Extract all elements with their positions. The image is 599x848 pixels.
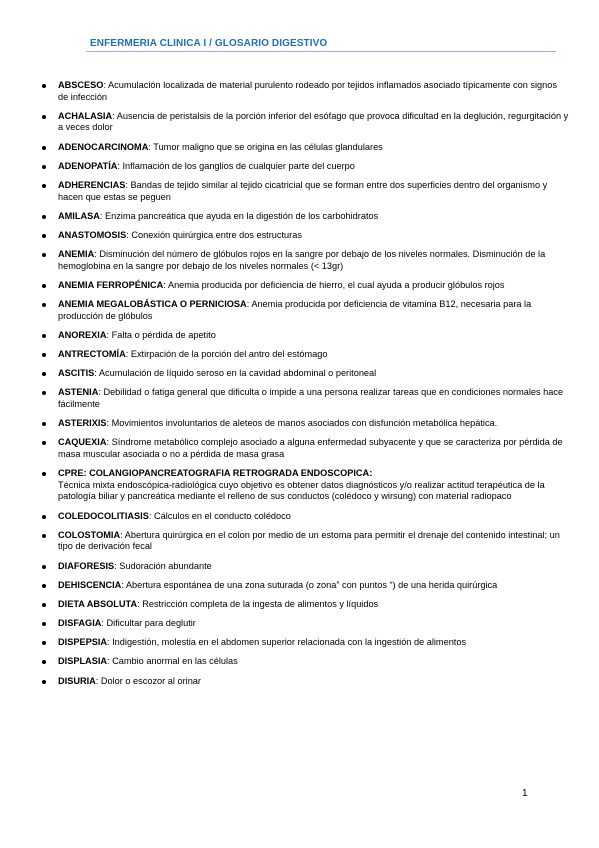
bullet-icon xyxy=(42,253,46,257)
glossary-term: DIETA ABSOLUTA xyxy=(58,598,138,609)
term-separator: : xyxy=(103,80,109,90)
glossary-definition: Extirpación de la porción del antro del estómago xyxy=(130,349,328,360)
bullet-icon xyxy=(42,472,46,476)
bullet-icon xyxy=(42,534,46,538)
glossary-entry xyxy=(0,249,599,272)
glossary-entry xyxy=(0,656,599,668)
bullet-icon xyxy=(42,584,46,588)
glossary-entry xyxy=(0,349,599,361)
glossary-term: CAQUEXIA xyxy=(58,437,107,448)
bullet-icon xyxy=(42,622,46,626)
glossary-term: CPRE: COLANGIOPANCREATOGRAFIA RETROGRADA ENDOSCOPICA: xyxy=(58,468,373,479)
glossary-definition: Conexión quirúrgica entre dos estructuras xyxy=(131,229,302,240)
term-separator: : xyxy=(106,418,112,429)
term-separator: : xyxy=(95,675,101,686)
term-separator: : xyxy=(120,529,125,540)
glossary-entry xyxy=(0,80,599,103)
term-separator: : xyxy=(99,210,105,221)
glossary-term: AMILASA xyxy=(58,210,100,221)
glossary-definition: Dificultar para deglutir xyxy=(106,618,196,629)
glossary-definition: Disminución del número de glóbulos rojos en la sangre por debajo de los niveles normales. Disminución de la hemoglobina en la sangre por debajo de los niveles normales (< 13gr) xyxy=(58,249,546,271)
bullet-icon xyxy=(42,391,46,395)
glossary-term: ANEMIA MEGALOBÁSTICA O PERNICIOSA xyxy=(58,299,247,310)
glossary-entry xyxy=(0,676,599,688)
glossary-term: ASCITIS xyxy=(58,368,95,379)
term-separator: : xyxy=(148,510,154,521)
bullet-icon xyxy=(42,284,46,288)
glossary-entry xyxy=(0,211,599,223)
glossary-term: ANOREXIA xyxy=(58,329,107,340)
glossary-term: DEHISCENCIA xyxy=(58,579,122,590)
glossary-entry xyxy=(0,511,599,523)
glossary-definition: Bandas de tejido similar al tejido cicatricial que se forman entre dos superficies dentro del organismo y hacen que estas se peguen xyxy=(58,179,548,202)
glossary-definition: Inflamación de los ganglios de cualquier parte del cuerpo xyxy=(122,160,355,171)
term-separator: : xyxy=(126,229,132,240)
glossary-definition: Restricción completa de la ingesta de alimentos y líquidos xyxy=(142,598,379,609)
glossary-entry xyxy=(0,418,599,430)
bullet-icon xyxy=(42,115,46,119)
glossary-term: ANASTOMOSIS xyxy=(58,229,127,240)
glossary-term: DISPEPSIA xyxy=(58,637,108,648)
page-number: 1 xyxy=(522,788,528,799)
glossary-entry xyxy=(0,437,599,460)
bullet-icon xyxy=(42,515,46,519)
glossary-term: ASTENIA xyxy=(58,387,99,398)
term-separator: : xyxy=(246,299,252,310)
glossary-term: ADHERENCIAS xyxy=(58,179,126,190)
glossary-term: ASTERIXIS xyxy=(58,418,107,429)
bullet-icon xyxy=(42,422,46,426)
glossary-term: ADENOPATÍA xyxy=(58,160,118,171)
bullet-icon xyxy=(42,680,46,684)
glossary-definition: Sudoración abundante xyxy=(119,560,212,571)
glossary-definition: Acumulación de líquido seroso en la cavidad abdominal o peritoneal xyxy=(98,368,377,379)
glossary-definition: Movimientos involuntarios de aleteos de manos asociados con disfunción metabólica hepática. xyxy=(111,418,498,429)
bullet-icon xyxy=(42,165,46,169)
term-separator: : xyxy=(121,579,126,590)
term-separator: : xyxy=(94,368,99,379)
glossary-entry xyxy=(0,618,599,630)
glossary-entry xyxy=(0,468,599,503)
bullet-icon xyxy=(42,84,46,88)
glossary-definition: Técnica mixta endoscópica-radiológica cuyo objetivo es obtener datos diagnósticos y/o realizar actitud terapéutica de la patología biliar y pancreática mediante el relleno de sus conductos (colédoco y wirsung) con material radiopaco xyxy=(58,479,545,502)
glossary-entry xyxy=(0,580,599,592)
glossary-definition: Acumulación localizada de material purulento rodeado por tejidos inflamados asociado típicamente con signos de infección xyxy=(58,80,557,102)
glossary-entry xyxy=(0,161,599,173)
term-separator: : xyxy=(112,110,117,121)
glossary-term: DISURIA xyxy=(58,675,96,686)
glossary-definition: Dolor o escozor al orinar xyxy=(100,675,201,686)
term-separator: : xyxy=(107,637,113,648)
term-separator: : xyxy=(98,387,104,398)
bullet-icon xyxy=(42,303,46,307)
glossary-term: COLEDOCOLITIASIS xyxy=(58,510,149,521)
glossary-definition: Anemia producida por deficiencia de vitamina B12, necesaria para la producción de glóbulos xyxy=(58,299,532,321)
glossary-definition: Falta o pérdida de apetito xyxy=(111,329,216,340)
glossary-entry xyxy=(0,299,599,322)
glossary-definition: Indigestión, molestia en el abdomen superior relacionada con la ingestión de alimentos xyxy=(112,637,467,648)
term-separator: : xyxy=(163,279,168,290)
glossary-definition: Anemia producida por deficiencia de hierro, el cual ayuda a producir glóbulos rojos xyxy=(167,279,505,290)
glossary-term: ANEMIA xyxy=(58,249,95,260)
glossary-entry xyxy=(0,561,599,573)
glossary-entry xyxy=(0,180,599,203)
term-separator: : xyxy=(137,598,143,609)
glossary-term: DIAFORESIS xyxy=(58,560,115,571)
term-separator: : xyxy=(106,329,112,340)
glossary-entry xyxy=(0,330,599,342)
term-separator: : xyxy=(114,560,120,571)
term-separator: : xyxy=(148,141,154,152)
bullet-icon xyxy=(42,334,46,338)
glossary-term: COLOSTOMIA xyxy=(58,529,121,540)
glossary-definition: Cambio anormal en las células xyxy=(112,656,238,667)
glossary-term: ACHALASIA xyxy=(58,110,113,121)
bullet-icon xyxy=(42,441,46,445)
glossary-definition: Ausencia de peristalsis de la porción inferior del esófago que provoca dificultad en la deglución, regurgitación y a veces dolor xyxy=(58,110,569,133)
bullet-icon xyxy=(42,184,46,188)
term-separator: : xyxy=(107,656,113,667)
bullet-icon xyxy=(42,215,46,219)
term-separator: : xyxy=(125,349,131,360)
glossary-term: ABSCESO xyxy=(58,80,104,90)
glossary-definition: Debilidad o fatiga general que dificulta o impide a una persona realizar tareas que en condiciones normales hace fácilmente xyxy=(58,387,564,409)
term-separator: : xyxy=(94,249,100,260)
bullet-icon xyxy=(42,234,46,238)
glossary-entry xyxy=(0,142,599,154)
glossary-term: ANEMIA FERROPÉNICA xyxy=(58,279,164,290)
term-separator: : xyxy=(125,179,131,190)
glossary-definition: Enzima pancreática que ayuda en la digestión de los carbohidratos xyxy=(104,210,379,221)
bullet-icon xyxy=(42,565,46,569)
bullet-icon xyxy=(42,660,46,664)
glossary-entry xyxy=(0,637,599,649)
bullet-icon xyxy=(42,641,46,645)
term-separator: : xyxy=(106,437,112,448)
glossary-entry xyxy=(0,280,599,292)
glossary-definition: Abertura espontánea de una zona suturada (o zona” con puntos “) de una herida quirúrgica xyxy=(125,579,498,590)
glossary-definition: Abertura quirúrgica en el colon por medio de un estoma para permitir el drenaje del contenido intestinal; un tipo de derivación fecal xyxy=(58,529,560,552)
page-title: ENFERMERIA CLINICA I / GLOSARIO DIGESTIVO xyxy=(90,38,328,49)
glossary-definition: Tumor maligno que se origina en las células glandulares xyxy=(153,141,383,152)
bullet-icon xyxy=(42,353,46,357)
glossary-entry xyxy=(0,111,599,134)
bullet-icon xyxy=(42,372,46,376)
glossary-term: ADENOCARCINOMA xyxy=(58,141,149,152)
glossary-entry xyxy=(0,387,599,410)
glossary-entry xyxy=(0,230,599,242)
term-separator: : xyxy=(101,618,107,629)
term-separator: : xyxy=(117,160,123,171)
glossary-term: DISFAGIA xyxy=(58,618,102,629)
bullet-icon xyxy=(42,146,46,150)
glossary-term: ANTRECTOMÍA xyxy=(58,349,126,360)
glossary-entry xyxy=(0,368,599,380)
glossary-list xyxy=(0,80,599,695)
bullet-icon xyxy=(42,603,46,607)
header-divider xyxy=(86,51,556,52)
glossary-term: DISPLASIA xyxy=(58,656,108,667)
glossary-entry xyxy=(0,599,599,611)
glossary-definition: Síndrome metabólico complejo asociado a alguna enfermedad subyacente y que se caracteriza por pérdida de masa muscular asociada o no a pérdida de masa grasa xyxy=(58,437,563,459)
glossary-definition: Cálculos en el conducto colédoco xyxy=(153,510,291,521)
glossary-entry xyxy=(0,530,599,553)
